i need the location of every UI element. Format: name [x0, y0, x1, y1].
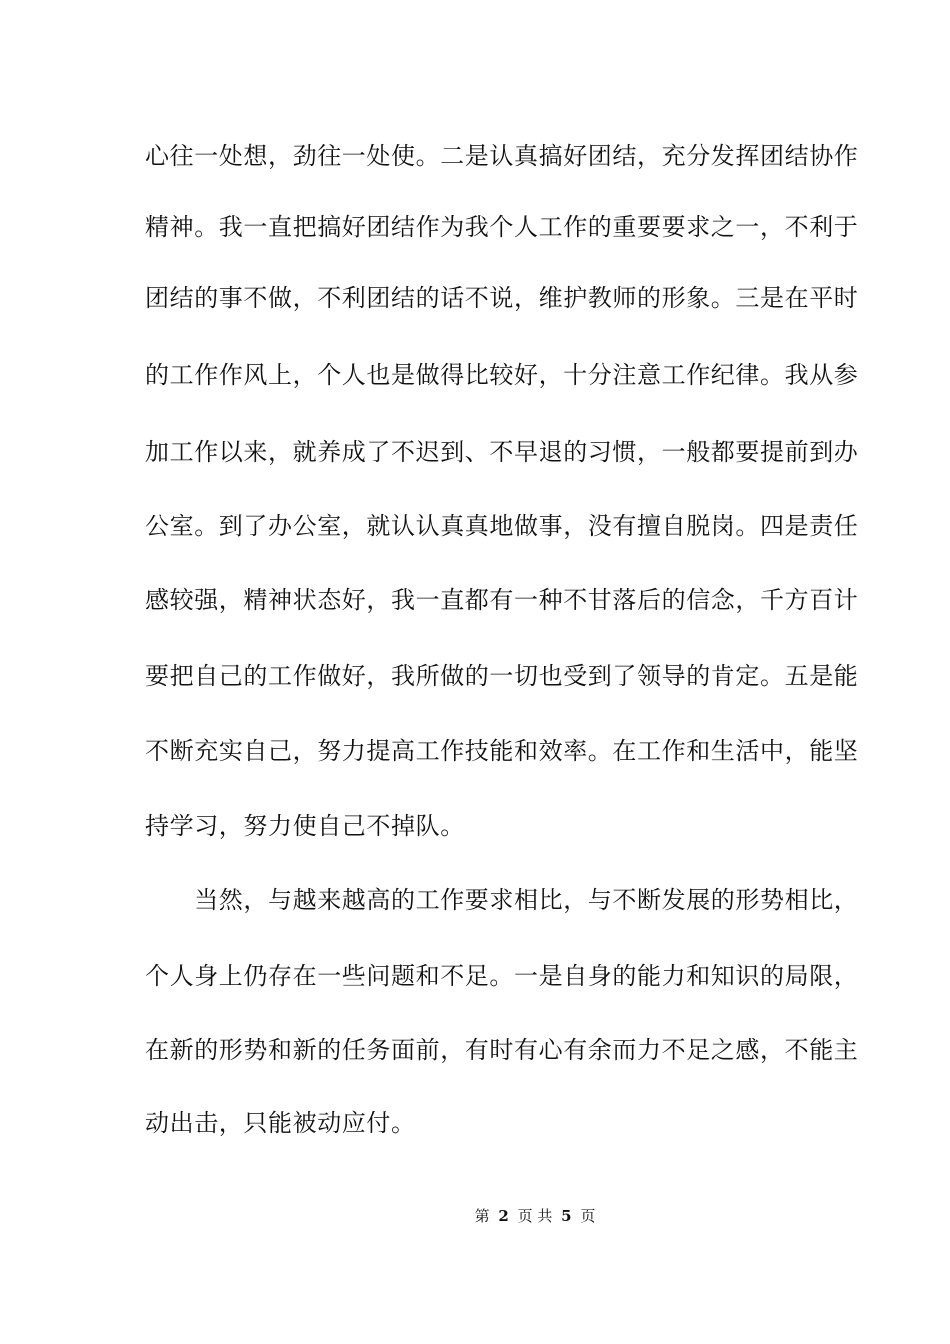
text-line-8: 要把自己的工作做好，我所做的一切也受到了领导的肯定。五是能 — [145, 662, 859, 690]
text-line-6: 公室。到了办公室，就认认真真地做事，没有擅自脱岗。四是责任 — [145, 512, 859, 540]
text-line-9: 不断充实自己，努力提高工作技能和效率。在工作和生活中，能坚 — [145, 737, 859, 765]
text-line-4: 的工作作风上，个人也是做得比较好，十分注意工作纪律。我从参 — [145, 361, 859, 389]
footer-mid: 页 共 — [517, 1207, 553, 1225]
text-line-2: 精神。我一直把搞好团结作为我个人工作的重要要求之一，不利于 — [145, 213, 859, 241]
text-line-5: 加工作以来，就养成了不迟到、不早退的习惯，一般都要提前到办 — [145, 438, 859, 466]
text-line-3: 团结的事不做，不利团结的话不说，维护教师的形象。三是在平时 — [145, 284, 859, 312]
text-line-10: 持学习，努力使自己不掉队。 — [145, 812, 465, 840]
text-line-1: 心往一处想，劲往一处使。二是认真搞好团结，充分发挥团结协作 — [145, 142, 859, 170]
total-pages-number: 5 — [561, 1207, 572, 1225]
text-line-13: 在新的形势和新的任务面前，有时有心有余而力不足之感，不能主 — [145, 1036, 859, 1064]
footer-prefix: 第 — [474, 1207, 490, 1225]
text-line-12: 个人身上仍存在一些问题和不足。一是自身的能力和知识的局限， — [145, 962, 859, 990]
text-line-11: 当然，与越来越高的工作要求相比，与不断发展的形势相比， — [145, 886, 859, 914]
page-number-footer — [0, 1206, 950, 1226]
text-line-7: 感较强，精神状态好，我一直都有一种不甘落后的信念，千方百计 — [145, 586, 859, 614]
text-line-14: 动出击，只能被动应付。 — [145, 1109, 416, 1137]
current-page-number: 2 — [498, 1207, 509, 1225]
footer-suffix: 页 — [580, 1207, 596, 1225]
